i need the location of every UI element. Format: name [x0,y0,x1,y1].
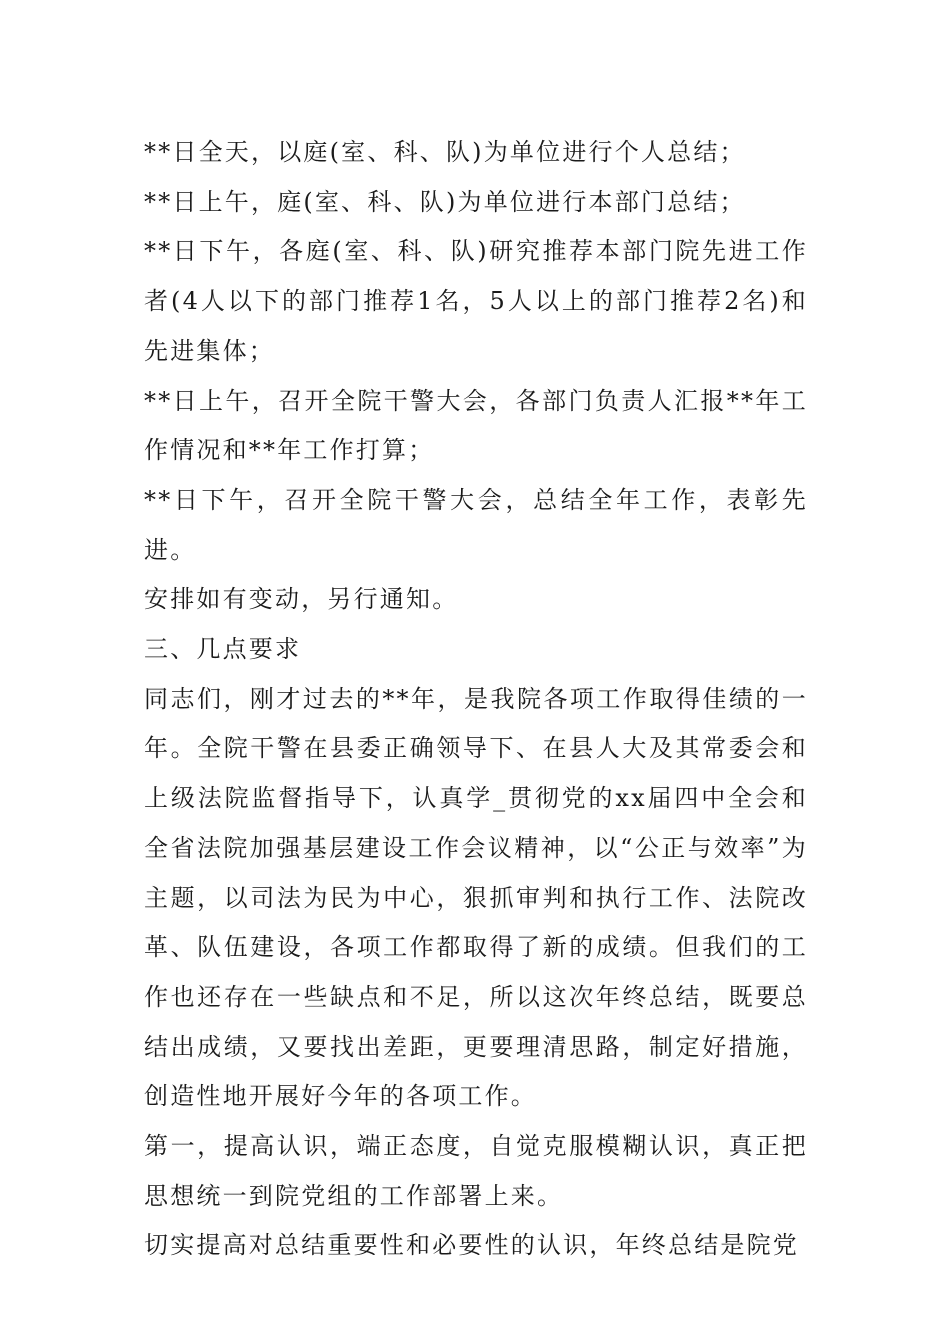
paragraph-requirement-detail: 切实提高对总结重要性和必要性的认识，年终总结是院党 [144,1231,799,1260]
paragraph-summary: 同志们，刚才过去的**年，是我院各项工作取得佳绩的一年。全院干警在县委正确领导下、在县人大及其常委会和上级法院监督指导下，认真学_贯彻党的xx届四中全会和全省法院加强基层建设工作会议精神，以“公正与效率”为主题，以司法为民为中心，狠抓审判和执行工作、法院改革、队伍建设，各项工作都取得了新的成绩。但我们的工作也还存在一些缺点和不足，所以这次年终总结，既要总结出成绩，又要找出差距，更要理清思路，制定好措施，创造性地开展好今年的各项工作。 [144,684,808,1111]
document-body [144,128,808,1271]
paragraph-schedule-3: **日下午，各庭(室、科、队)研究推荐本部门院先进工作者(4人以下的部门推荐1名，5人以上的部门推荐2名)和先进集体； [144,237,808,365]
section-heading: 三、几点要求 [144,635,302,664]
paragraph-schedule-2: **日上午，庭(室、科、队)为单位进行本部门总结； [144,187,746,216]
paragraph-notice: 安排如有变动，另行通知。 [144,585,459,614]
paragraph-schedule-1: **日全天，以庭(室、科、队)为单位进行个人总结； [144,138,746,166]
paragraph-requirement-1: 第一，提高认识，端正态度，自觉克服模糊认识，真正把思想统一到院党组的工作部署上来。 [144,1132,808,1210]
paragraph-schedule-4: **日上午，召开全院干警大会，各部门负责人汇报**年工作情况和**年工作打算； [144,386,808,465]
paragraph-schedule-5: **日下午，召开全院干警大会，总结全年工作，表彰先进。 [144,485,808,564]
